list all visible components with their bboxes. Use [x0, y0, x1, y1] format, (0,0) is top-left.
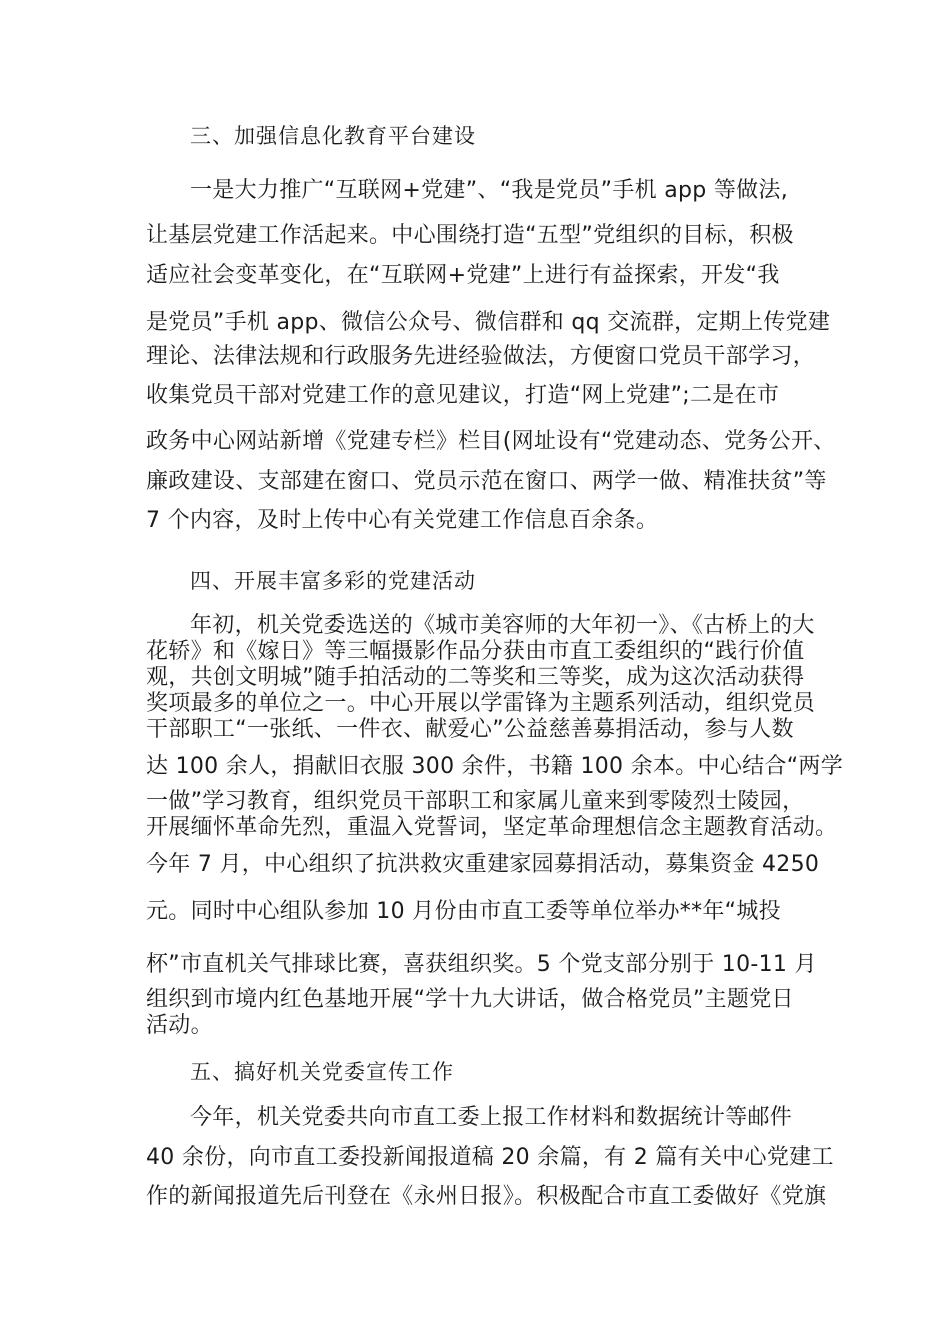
paragraph-line: 活动。 [146, 1013, 213, 1038]
section-heading: 三、加强信息化教育平台建设 [190, 124, 476, 148]
paragraph-line: 收集党员干部对党建工作的意见建议，打造“网上党建”;二是在市 [146, 383, 780, 408]
paragraph-line: 一是大力推广“互联网+党建”、“我是党员”手机 app 等做法, [190, 178, 789, 203]
paragraph-line: 今年，机关党委共向市直工委上报工作材料和数据统计等邮件 [190, 1105, 793, 1130]
paragraph-line: 一做”学习教育，组织党员干部职工和家属儿童来到零陵烈士陵园， [146, 789, 805, 814]
section-heading: 五、搞好机关党委宣传工作 [190, 1060, 454, 1084]
paragraph-line: 组织到市境内红色基地开展“学十九大讲话，做合格党员”主题党日 [146, 987, 794, 1012]
paragraph-line: 政务中心网站新增《党建专栏》栏目(网址设有“党建动态、党务公开、 [146, 429, 836, 454]
paragraph-line: 元。同时中心组队参加 10 月份由市直工委等单位举办**年“城投 [146, 899, 781, 924]
paragraph-line: 开展缅怀革命先烈，重温入党誓词，坚定革命理想信念主题教育活动。 [146, 815, 838, 840]
paragraph-line: 年初，机关党委选送的《城市美容师的大年初一》、《古桥上的大 [190, 613, 815, 638]
paragraph-line: 是党员”手机 app、微信公众号、微信群和 qq 交流群，定期上传党建 [146, 310, 831, 335]
paragraph-line: 作的新闻报道先后刊登在《永州日报》。积极配合市直工委做好《党旗 [146, 1184, 827, 1209]
paragraph-line: 理论、法律法规和行政服务先进经验做法，方便窗口党员干部学习， [146, 344, 816, 369]
section-heading: 四、开展丰富多彩的党建活动 [190, 569, 476, 593]
paragraph-line: 干部职工“一张纸、一件衣、献爱心”公益慈善募捐活动，参与人数 [146, 717, 794, 742]
paragraph-line: 奖项最多的单位之一。中心开展以学雷锋为主题系列活动，组织党员 [146, 691, 816, 716]
paragraph-line: 7 个内容，及时上传中心有关党建工作信息百余条。 [146, 508, 659, 533]
paragraph-line: 杯”市直机关气排球比赛，喜获组织奖。5 个党支部分别于 10-11 月 [146, 952, 817, 977]
paragraph-line: 廉政建设、支部建在窗口、党员示范在窗口、两学一做、精准扶贫”等 [146, 469, 827, 494]
paragraph-line: 适应社会变革变化，在“互联网+党建”上进行有益探索，开发“我 [146, 263, 780, 288]
paragraph-line: 今年 7 月，中心组织了抗洪救灾重建家园募捐活动，募集资金 4250 [146, 852, 820, 877]
paragraph-line: 让基层党建工作活起来。中心围绕打造“五型”党组织的目标，积极 [146, 223, 794, 248]
paragraph-line: 观，共创文明城”随手拍活动的二等奖和三等奖，成为这次活动获得 [146, 665, 805, 690]
paragraph-line: 达 100 余人，捐献旧衣服 300 余件，书籍 100 余本。中心结合“两学 [146, 754, 844, 779]
paragraph-line: 花轿》和《嫁日》等三幅摄影作品分获由市直工委组织的“践行价值 [146, 639, 805, 664]
paragraph-line: 40 余份，向市直工委投新闻报道稿 20 余篇，有 2 篇有关中心党建工 [146, 1145, 834, 1170]
